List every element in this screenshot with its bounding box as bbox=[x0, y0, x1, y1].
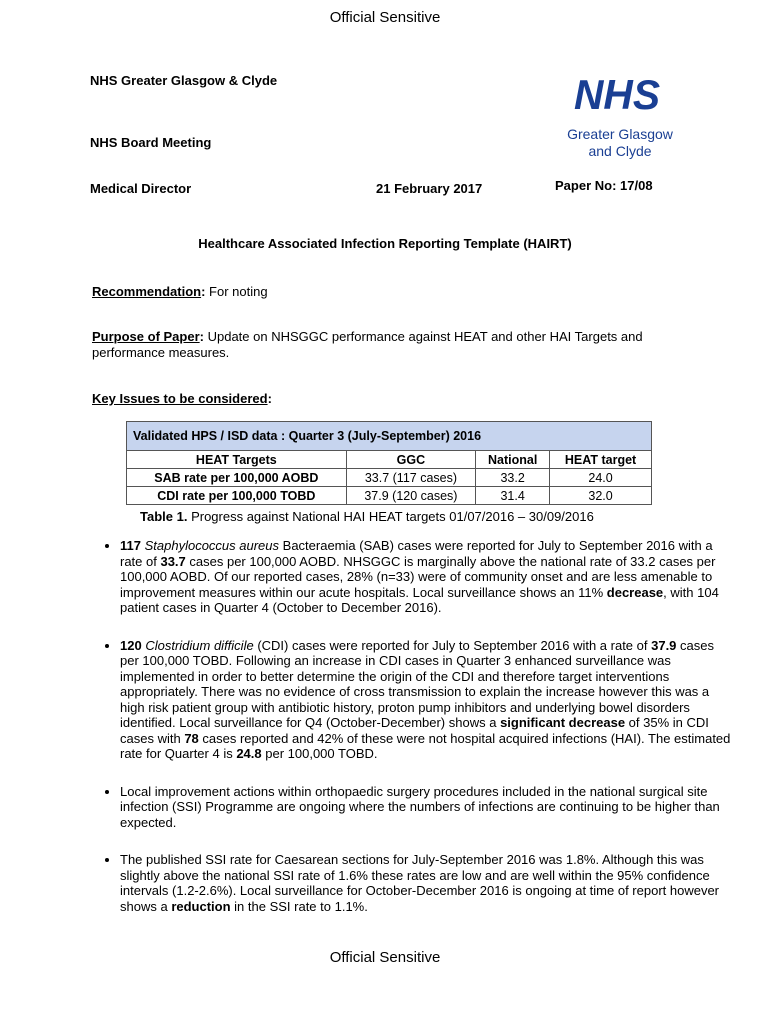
author: Medical Director bbox=[90, 181, 192, 196]
list-item: • 120 Clostridium difficile (CDI) cases were reported for July to September 2016 with a rate of 37.9 cases per 100,000 TOBD. Following an increase in CDI cases in Quarter 3 enhanced surveillance was implemented in order to better determine the origin of the CDI and therefore target interventions appropriately. There was no evidence of cross transmission to explain the increase however this was a high risk patient group with antibiotic history, proton pump inhibitors and underlying bowel disorders identified. Local surveillance for Q4 (October-December) shows a significant decrease of 35% in CDI cases with 78 cases reported and 42% of these were not hospital acquired infections (HAI). The estimated rate for Quarter 4 is 24.8 per 100,000 TOBD. bbox=[120, 638, 735, 762]
recommendation: Recommendation: For noting bbox=[92, 284, 268, 299]
table-cell: 37.9 (120 cases) bbox=[346, 487, 476, 505]
recommendation-label: Recommendation bbox=[92, 284, 202, 299]
paper-number: Paper No: 17/08 bbox=[555, 178, 653, 193]
svg-text:NHS: NHS bbox=[574, 71, 660, 116]
table-cell: CDI rate per 100,000 TOBD bbox=[127, 487, 347, 505]
table-cell: 33.7 (117 cases) bbox=[346, 469, 476, 487]
table-caption-title: Validated HPS / ISD data : Quarter 3 (July-September) 2016 bbox=[127, 422, 652, 451]
table-header: HEAT target bbox=[550, 451, 652, 469]
purpose-text: Update on NHSGGC performance against HEAT and other HAI Targets and performance measures. bbox=[92, 329, 643, 360]
list-item: • 117 Staphylococcus aureus Bacteraemia (SAB) cases were reported for July to September 2016 with a rate of 33.7 cases per 100,000 AOBD. NHSGGC is marginally above the national rate of 33.2 cases per 100,000 AOBD. Of our reported cases, 28% (n=33) were of community onset and are less amenable to improvement measures within our acute hospitals. Local surveillance shows an 11% decrease, with 104 patient cases in Quarter 4 (October to December 2016). bbox=[120, 538, 735, 616]
table-header: HEAT Targets bbox=[127, 451, 347, 469]
table-header: National bbox=[476, 451, 550, 469]
purpose-label: Purpose of Paper bbox=[92, 329, 200, 344]
nhs-logo-mark bbox=[571, 70, 663, 116]
table-cell: 33.2 bbox=[476, 469, 550, 487]
table-cell: 24.0 bbox=[550, 469, 652, 487]
table-row bbox=[127, 469, 652, 487]
document-title: Healthcare Associated Infection Reporting Template (HAIRT) bbox=[198, 236, 572, 251]
key-issues-heading: Key Issues to be considered: bbox=[92, 391, 272, 406]
purpose: Purpose of Paper: Update on NHSGGC performance against HEAT and other HAI Targets and performance measures. bbox=[92, 329, 643, 360]
nhs-logo bbox=[565, 70, 675, 160]
recommendation-text: For noting bbox=[205, 284, 268, 299]
list-item: • The published SSI rate for Caesarean sections for July-September 2016 was 1.8%. Although this was slightly above the national SSI rate of 1.6% these rates are low and are well within the 95% confidence intervals (1.2-2.6%). Local surveillance for October-December 2016 is ongoing at time of report however shows a reduction in the SSI rate to 1.1%. bbox=[120, 852, 735, 914]
footer-classification: Official Sensitive bbox=[329, 949, 441, 966]
org-name: NHS Greater Glasgow & Clyde bbox=[90, 73, 278, 88]
meeting-date: 21 February 2017 bbox=[376, 181, 483, 196]
table-header: GGC bbox=[346, 451, 476, 469]
key-issues-list bbox=[84, 538, 735, 936]
table-note: Table 1. Progress against National HAI HEAT targets 01/07/2016 – 30/09/2016 bbox=[140, 509, 594, 524]
heat-targets-table bbox=[126, 421, 652, 505]
table-cell: SAB rate per 100,000 AOBD bbox=[127, 469, 347, 487]
table-row bbox=[127, 487, 652, 505]
table-cell: 32.0 bbox=[550, 487, 652, 505]
logo-line-2: and Clyde bbox=[588, 143, 652, 159]
header-classification: Official Sensitive bbox=[329, 9, 441, 26]
table-header-row bbox=[127, 451, 652, 469]
list-item: • Local improvement actions within orthopaedic surgery procedures included in the national surgical site infection (SSI) Programme are ongoing where the numbers of infections are continuing to be higher than expected. bbox=[120, 784, 735, 831]
logo-line-1: Greater Glasgow bbox=[567, 126, 673, 142]
meeting-name: NHS Board Meeting bbox=[90, 135, 212, 150]
table-cell: 31.4 bbox=[476, 487, 550, 505]
